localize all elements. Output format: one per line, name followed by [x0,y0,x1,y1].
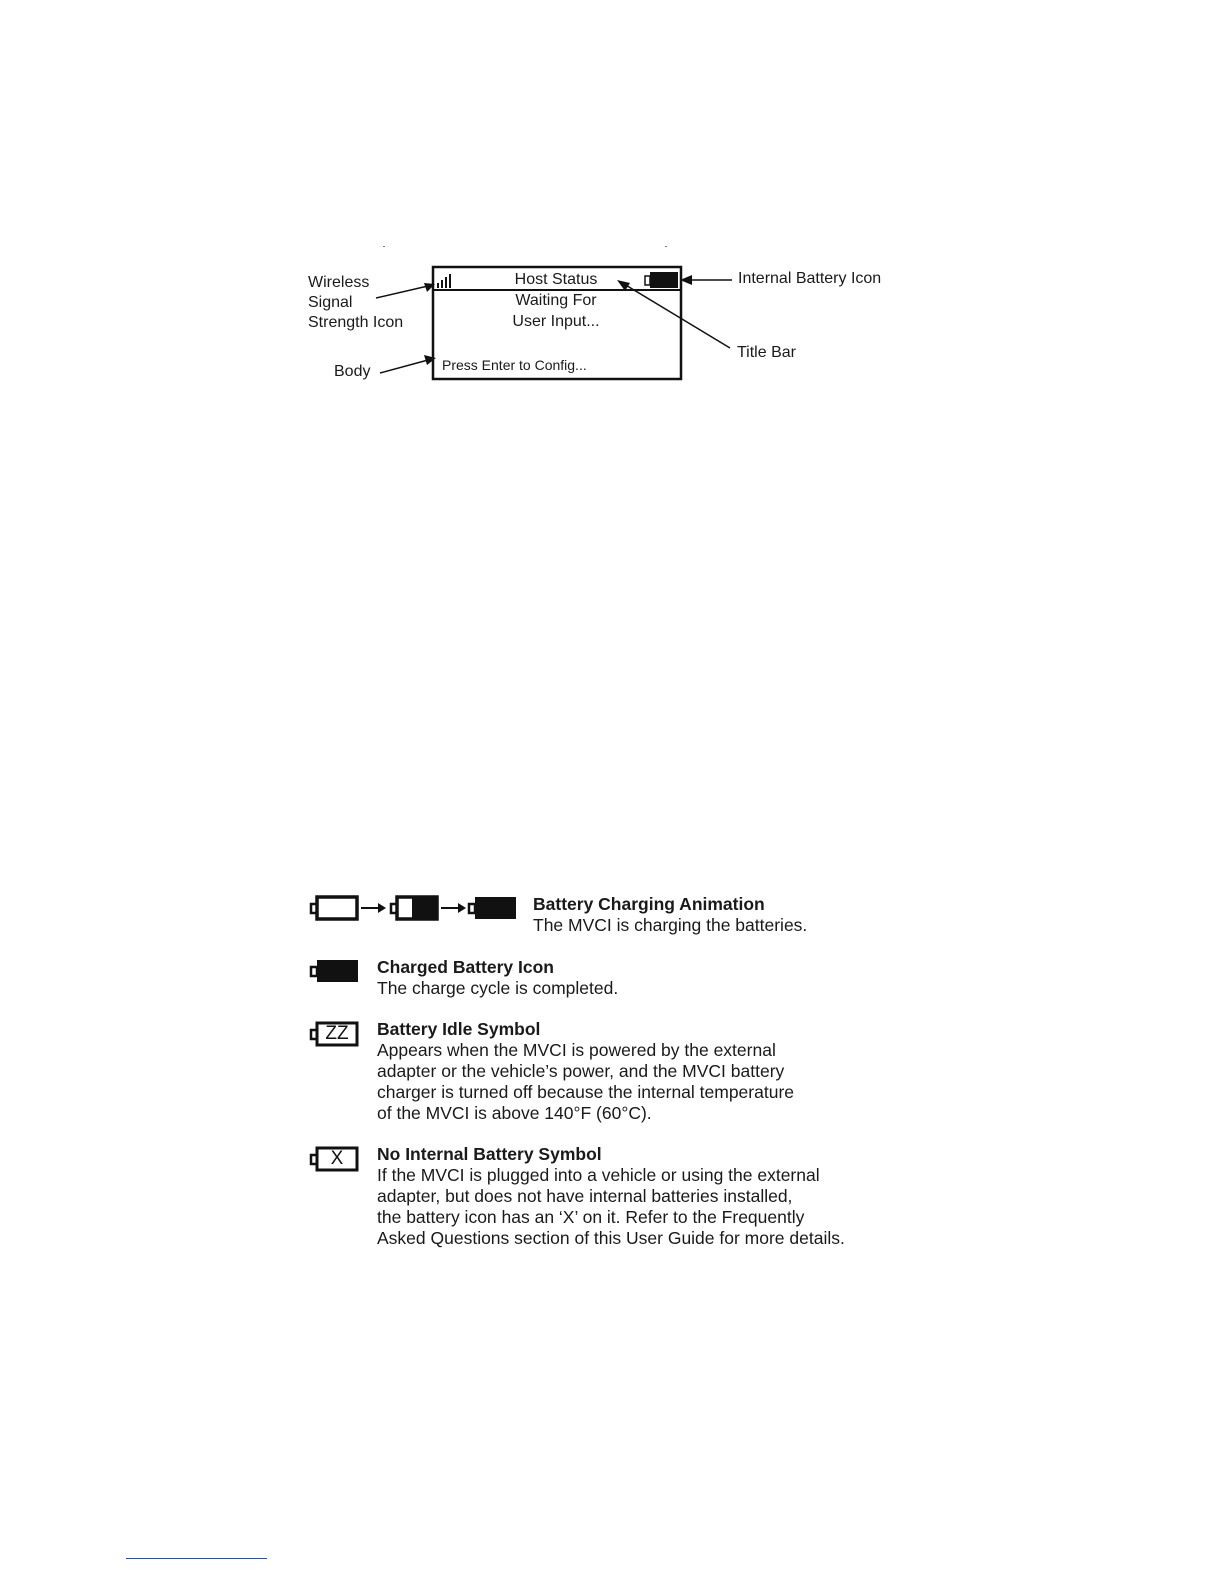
internal-battery-icon [645,272,678,288]
battery-idle-icon: ZZ [308,1019,368,1049]
no-internal-battery-icon: X [308,1144,368,1174]
footnote-separator [126,1558,267,1559]
screen-footer: Press Enter to Config... [442,357,587,373]
internal-battery-label: Internal Battery Icon [738,270,882,287]
body-label: Body [334,363,371,380]
legend-title-charged: Charged Battery Icon [377,957,554,977]
charged-battery-icon [308,956,368,986]
battery-charging-animation-icon [308,893,528,923]
legend-title-no-battery: No Internal Battery Symbol [377,1144,602,1164]
legend-desc-charged: The charge cycle is completed. [377,978,619,998]
legend-desc-charging: The MVCI is charging the batteries. [533,915,808,935]
legend-title-idle: Battery Idle Symbol [377,1019,541,1039]
wireless-label-line-1: Wireless [308,274,370,291]
legend-desc-no-battery: If the MVCI is plugged into a vehicle or using the external adapter, but does not have internal batteries installed, the battery icon has an ‘X’ on it. Refer to the Frequently Asked Questions section of this User Guide for more details. [377,1165,845,1248]
signal-strength-icon [437,274,451,288]
screen-diagram-graphic [0,0,1224,420]
screen-title: Host Status [514,271,598,288]
wireless-label-line-3: Strength Icon [308,314,404,331]
legend-title-charging: Battery Charging Animation [533,894,765,914]
legend-desc-idle: Appears when the MVCI is powered by the external adapter or the vehicle’s power, and the MVCI battery charger is turned off because the internal temperature of the MVCI is above 140°F (60°C). [377,1040,795,1123]
title-bar-label: Title Bar [737,344,796,361]
wireless-label-line-2: Signal [308,294,353,311]
screen-body-line-1: Waiting For [515,292,597,309]
screen-body-line-2: User Input... [512,313,600,330]
